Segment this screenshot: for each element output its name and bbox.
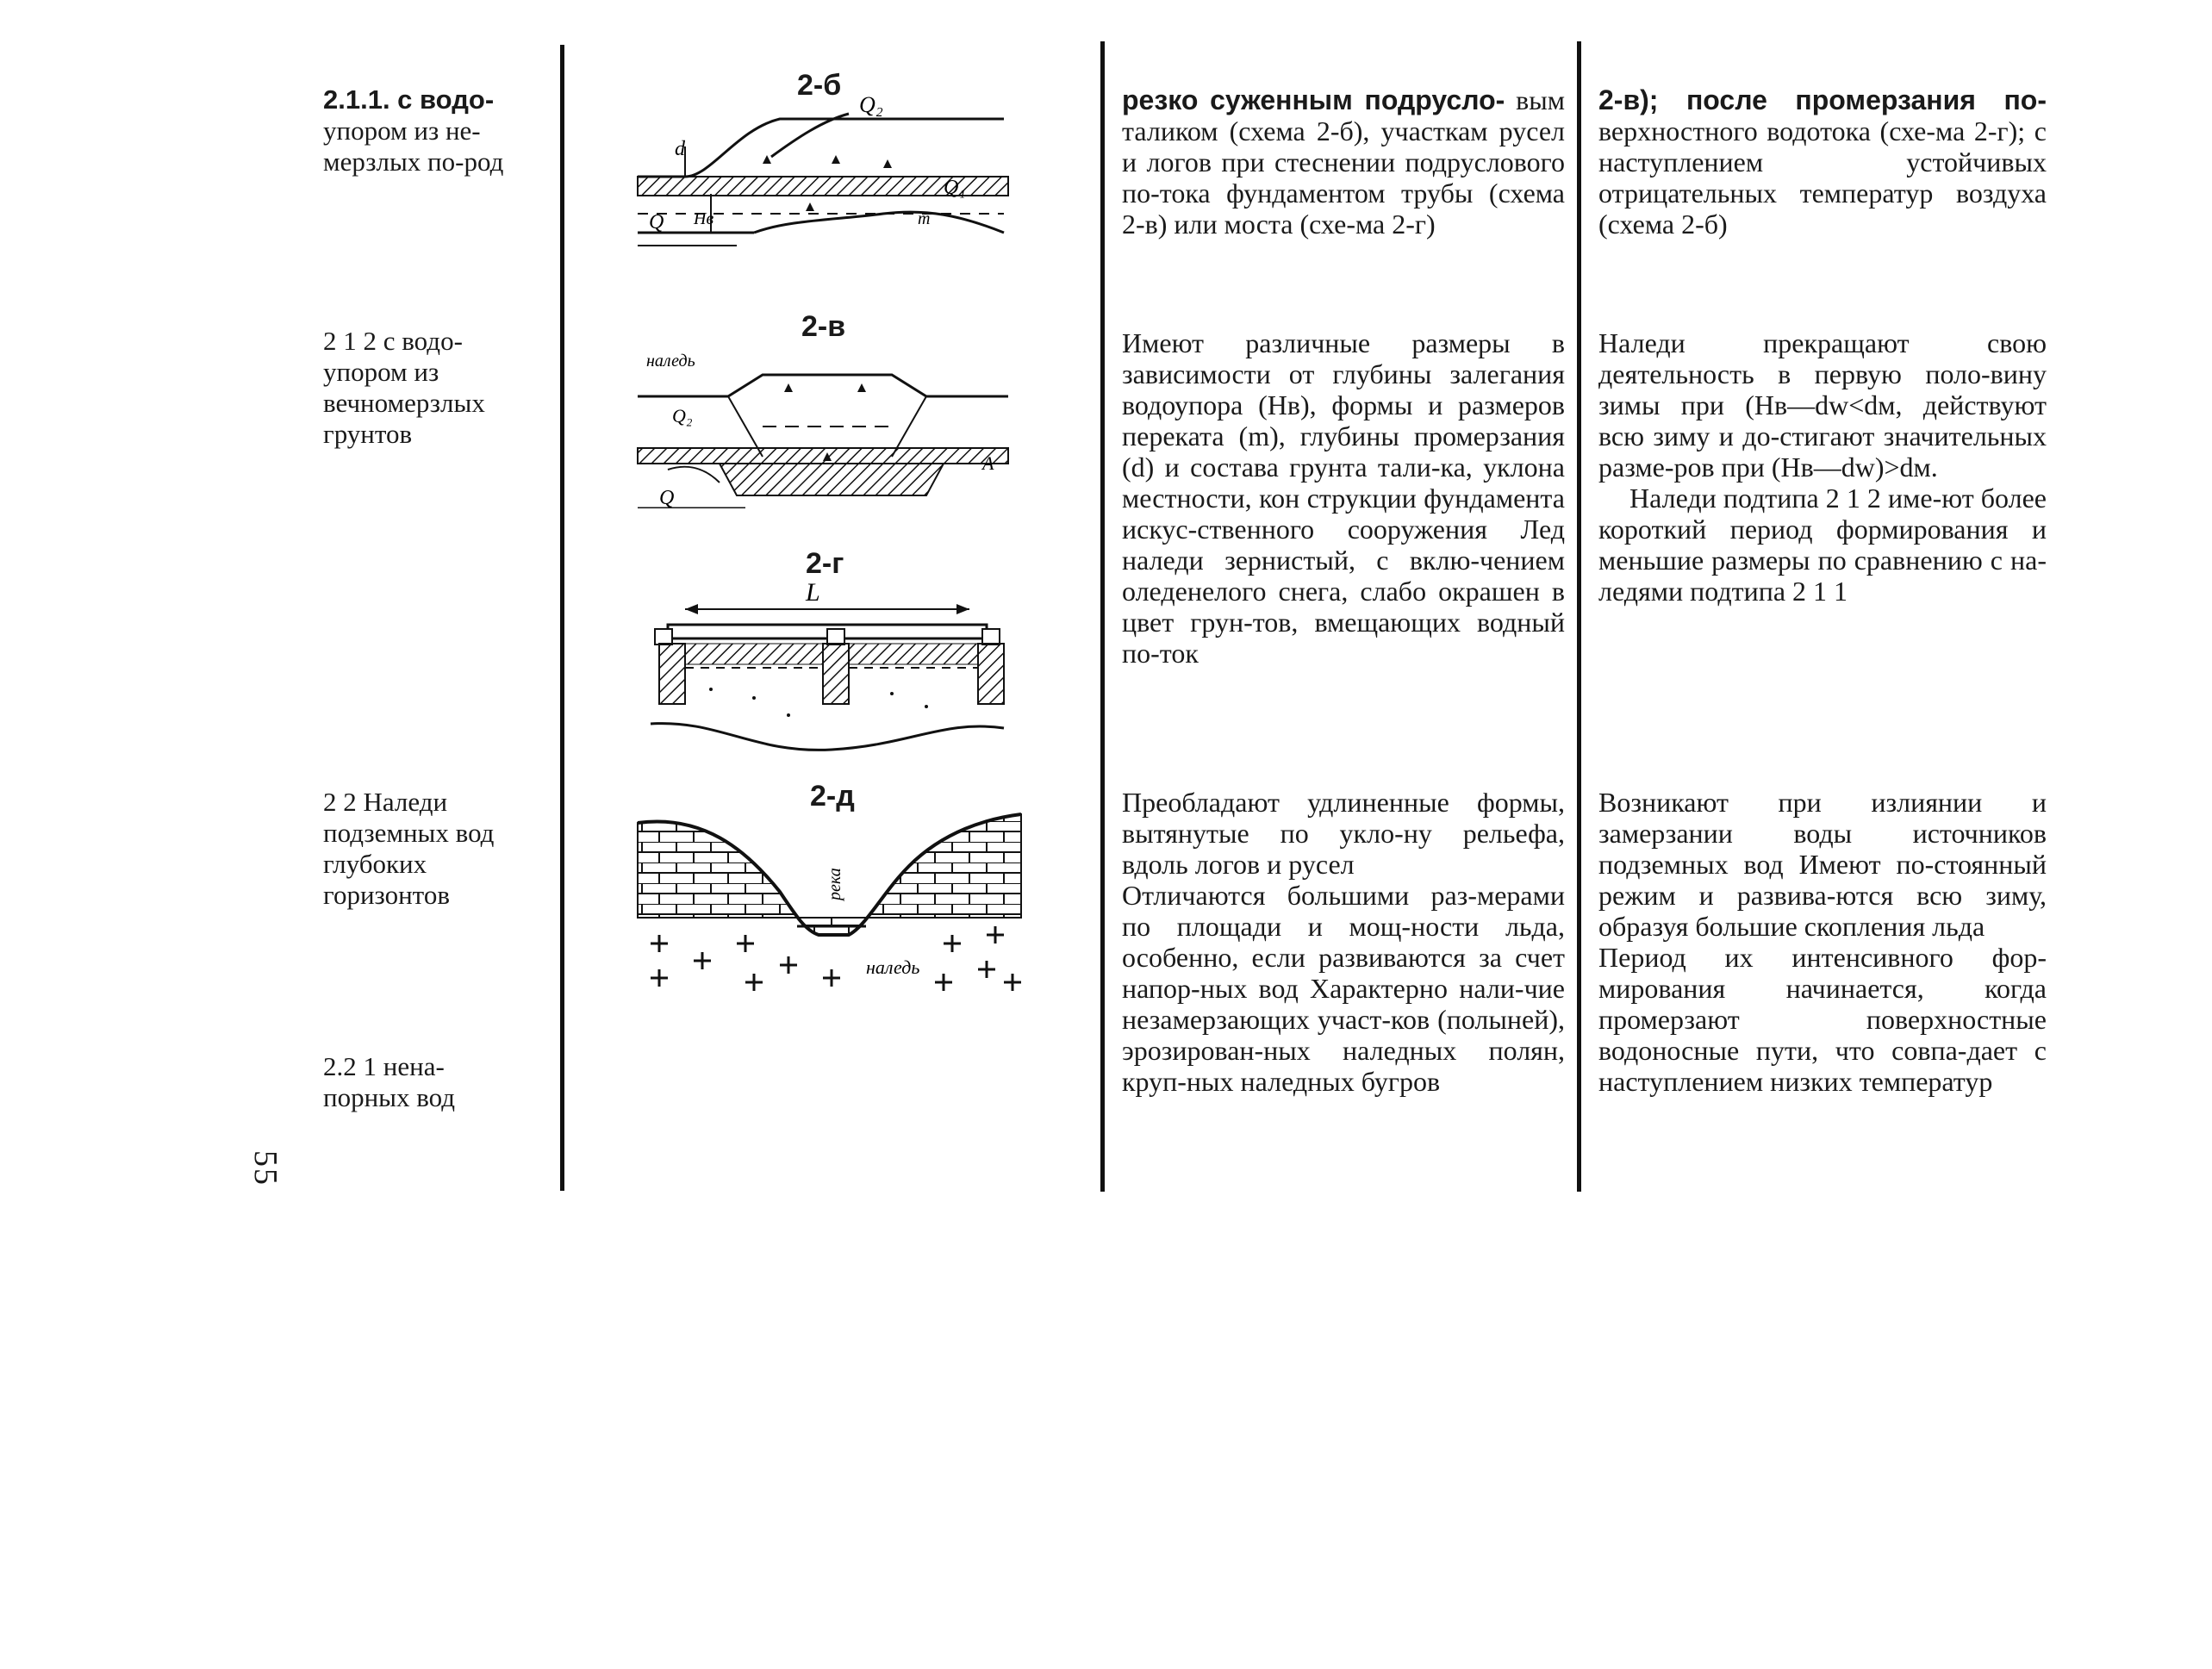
column-rule-3	[1577, 41, 1581, 1192]
description-block-2-text: Имеют различные размеры в зависимости от глубины залегания водоупора (Hв), формы и размеров переката (m), глубины промерзания (d) и состава грунта тали-ка, уклона местности, кон струкции фундамента искус-ственного сооружения Лед наледи зернистый, с вклю-чением оледенелого снега, слабо окрашен в цвет грун-тов, вмещающих водный по-ток	[1122, 327, 1565, 669]
figure-2b-label: 2-б	[797, 69, 842, 102]
row-2-1-1-text: упором из не-мерзлых по-род	[323, 115, 504, 177]
figure-2v-q2: Q₂	[672, 405, 693, 427]
figure-2v	[633, 310, 1013, 508]
figure-2b-hb: Hв	[694, 209, 714, 228]
conditions-block-3a-text: Возникают при излиянии и замерзании воды источников подземных вод Имеют по-стоянный режим и развива-ются всю зиму, образуя большие скопления льда	[1598, 787, 2047, 942]
description-block-3	[1122, 787, 1565, 1097]
figure-2d	[633, 780, 1030, 1004]
figure-2v-naled: наледь	[646, 352, 695, 371]
column-rule-1	[560, 45, 564, 1191]
figure-2d-label: 2-д	[810, 780, 855, 813]
conditions-block-1	[1598, 84, 2047, 240]
figure-2b-q: Q	[649, 211, 664, 234]
figure-2g-L: L	[806, 578, 820, 607]
figure-2v-q: Q	[659, 487, 675, 508]
conditions-block-3	[1598, 787, 2047, 1097]
conditions-block-2b-text: Наледи подтипа 2 1 2 име-ют более короткий период формирования и меньшие размеры по сравнению с на-ледями подтипа 2 1 1	[1598, 483, 2047, 607]
figure-2b-q1: Q₁	[944, 177, 966, 199]
page-number: 55	[247, 1150, 284, 1186]
figure-2g-label: 2-г	[806, 547, 844, 580]
row-2-1-1	[323, 84, 530, 177]
description-block-3a-text: Преобладают удлиненные формы, вытянутые по укло-ну рельефа, вдоль логов и русел	[1122, 787, 1565, 880]
conditions-block-1-text: верхностного водотока (схе-ма 2-г); с наступлением устойчивых отрицательных температур воздуха (схема 2-б)	[1598, 115, 2047, 240]
figure-2d-drawing	[633, 780, 1030, 1004]
description-block-2	[1122, 327, 1565, 669]
figure-2b-m: m	[918, 209, 931, 228]
conditions-block-2a-text: Наледи прекращают свою деятельность в первую поло-вину зимы при (Hв—dw<dм, действуют всю зиму и до-стигают значительных разме-ров при (Hв—dw)>dм.	[1598, 327, 2047, 483]
row-2-1-2: 2 1 2 с водо-упором из вечномерзлых грунтов	[323, 326, 485, 449]
description-block-1-text: вым таликом (схема 2-б), участкам русел и логов при стеснении подруслового по-тока фундаментом трубы (схема 2-в) или моста (схе-ма 2-г)	[1122, 84, 1566, 240]
conditions-block-1-lead: 2-в); после промерзания по-	[1598, 84, 2047, 115]
column-rule-2	[1100, 41, 1105, 1192]
conditions-block-2	[1598, 327, 2047, 607]
figure-2b	[633, 69, 1013, 263]
figure-2d-reka: река	[826, 868, 844, 900]
row-2-1-1-heading: 2.1.1. с водо-	[323, 84, 495, 115]
figure-2v-a: A	[982, 452, 994, 474]
row-2-2-1: 2.2 1 нена-порных вод	[323, 1051, 456, 1112]
figure-2b-d: d	[675, 138, 685, 160]
description-block-3b-text: Отличаются большими раз-мерами по площади и мощ-ности льда, особенно, если развиваются за счет напор-ных вод Характерно нали-чие незамерзающих участ-ков (полыней), эрозирован-ных наледных полян, круп-ных наледных бугров	[1122, 880, 1565, 1097]
figure-2v-label: 2-в	[801, 310, 846, 343]
description-block-1	[1122, 84, 1565, 240]
row-2-2: 2 2 Наледи подземных вод глубоких горизонтов	[323, 787, 495, 910]
figure-2g	[633, 547, 1013, 763]
conditions-block-3b-text: Период их интенсивного фор-мирования начинается, когда промерзают поверхностные водоносные пути, что совпа-дает с наступлением низких температур	[1598, 942, 2047, 1097]
figure-2b-q2: Q₂	[859, 92, 883, 117]
description-block-1-lead: резко суженным подрусло-	[1122, 84, 1505, 115]
figure-2d-naled: наледь	[866, 956, 920, 978]
